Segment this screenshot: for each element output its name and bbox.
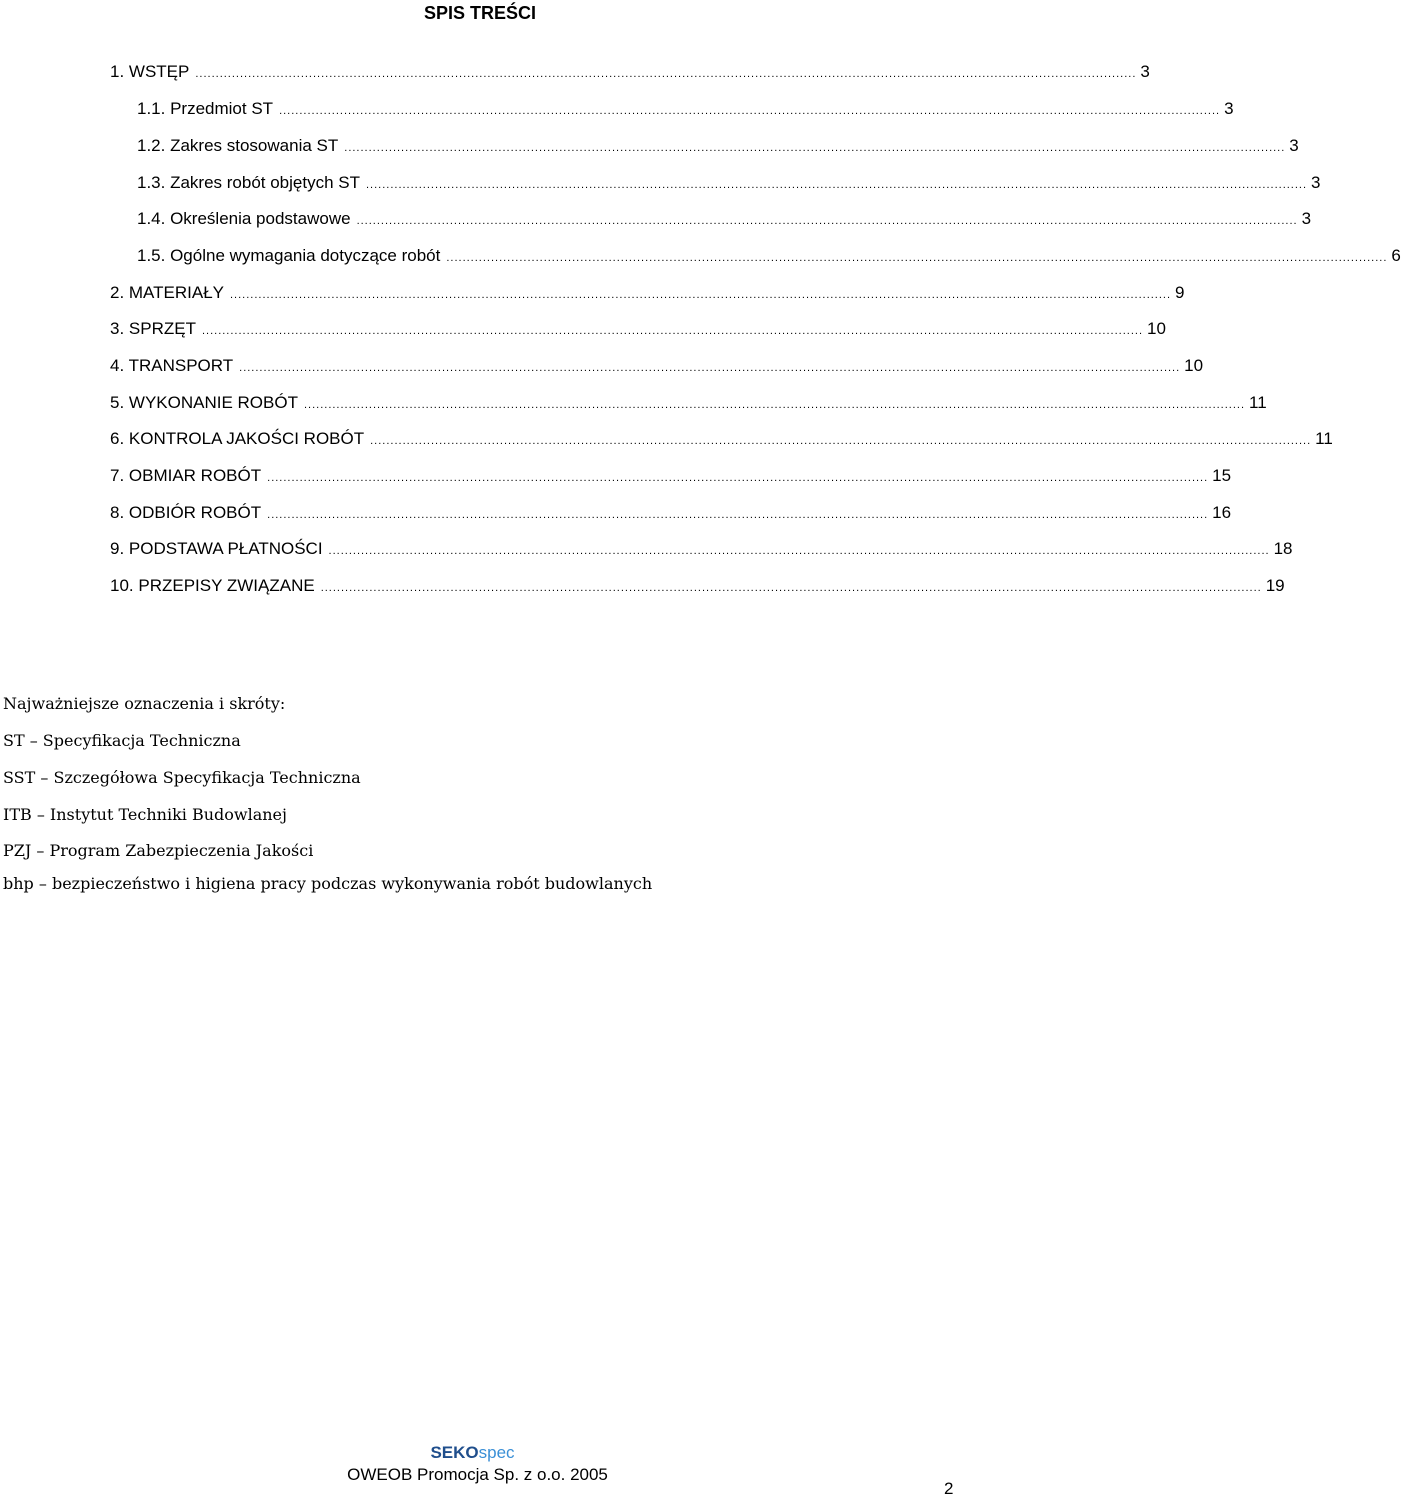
toc-entry-page: 3 (1289, 136, 1299, 155)
toc-dot-leader: ........................................................................................................................................................................................................................................ (267, 472, 1209, 484)
abbreviation-item: bhp – bezpieczeństwo i higiena pracy podczas wykonywania robót budowlanych (3, 874, 653, 893)
toc-entry-label: 1.5. Ogólne wymagania dotyczące robót (137, 246, 441, 265)
toc-entry[interactable] (110, 58, 1150, 86)
abbreviations-heading: Najważniejsze oznaczenia i skróty: (3, 694, 286, 713)
toc-entry-label: 1. WSTĘP (110, 62, 190, 81)
toc-entry-label: 1.1. Przedmiot ST (137, 99, 274, 118)
toc-entry-label: 1.4. Określenia podstawowe (137, 209, 351, 228)
toc-entry[interactable] (137, 169, 1321, 197)
toc-entry-page: 16 (1212, 503, 1232, 522)
toc-dot-leader: ........................................................................................................................................................................................................................................ (195, 68, 1137, 80)
toc-entry-label: 7. OBMIAR ROBÓT (110, 466, 262, 485)
toc-entry-page: 3 (1311, 173, 1321, 192)
toc-entry-page: 6 (1391, 246, 1401, 265)
toc-dot-leader: ........................................................................................................................................................................................................................................ (267, 509, 1209, 521)
toc-entry[interactable] (110, 462, 1232, 490)
toc-dot-leader: ........................................................................................................................................................................................................................................ (328, 545, 1270, 557)
toc-entry[interactable] (110, 389, 1267, 417)
toc-dot-leader: ........................................................................................................................................................................................................................................ (356, 215, 1298, 227)
toc-entry-label: 9. PODSTAWA PŁATNOŚCI (110, 539, 323, 558)
page-number: 2 (944, 1479, 954, 1498)
sekospec-logo (0, 1442, 945, 1464)
footer-company: OWEOB Promocja Sp. z o.o. 2005 (347, 1465, 608, 1484)
toc-entry-label: 4. TRANSPORT (110, 356, 234, 375)
toc-entry-page: 10 (1184, 356, 1204, 375)
toc-dot-leader: ........................................................................................................................................................................................................................................ (201, 325, 1143, 337)
toc-dot-leader: ........................................................................................................................................................................................................................................ (239, 362, 1181, 374)
toc-entry-label: 6. KONTROLA JAKOŚCI ROBÓT (110, 429, 365, 448)
page-title: SPIS TREŚCI (423, 3, 537, 23)
toc-entry[interactable] (110, 572, 1285, 600)
abbreviation-item: ITB – Instytut Techniki Budowlanej (3, 805, 287, 824)
toc-entry[interactable] (110, 499, 1232, 527)
toc-entry-page: 10 (1147, 319, 1166, 338)
abbreviation-item: ST – Specyfikacja Techniczna (3, 731, 241, 750)
toc-entry-page: 18 (1273, 539, 1293, 558)
toc-entry[interactable] (110, 279, 1185, 307)
toc-entry[interactable] (110, 425, 1333, 453)
toc-entry[interactable] (137, 132, 1299, 160)
toc-entry-label: 5. WYKONANIE ROBÓT (110, 393, 298, 412)
toc-entry-label: 8. ODBIÓR ROBÓT (110, 503, 262, 522)
abbreviation-item: PZJ – Program Zabezpieczenia Jakości (3, 841, 314, 860)
toc-entry[interactable] (110, 352, 1204, 380)
toc-dot-leader: ........................................................................................................................................................................................................................................ (303, 399, 1246, 411)
toc-entry-label: 10. PRZEPISY ZWIĄZANE (110, 576, 315, 595)
toc-entry[interactable] (110, 535, 1293, 563)
toc-entry[interactable] (137, 95, 1234, 123)
toc-entry-page: 9 (1175, 283, 1185, 302)
toc-dot-leader: ........................................................................................................................................................................................................................................ (370, 435, 1312, 447)
toc-entry-page: 11 (1249, 393, 1267, 412)
toc-dot-leader: ........................................................................................................................................................................................................................................ (446, 252, 1388, 264)
toc-entry-label: 1.2. Zakres stosowania ST (137, 136, 339, 155)
toc-entry-label: 3. SPRZĘT (110, 319, 196, 338)
toc-entry[interactable] (137, 205, 1312, 233)
logo-text-spec: spec (478, 1443, 515, 1462)
toc-entry[interactable] (110, 315, 1166, 343)
toc-dot-leader: ........................................................................................................................................................................................................................................ (366, 179, 1308, 191)
toc-entry-page: 15 (1212, 466, 1232, 485)
toc-entry-page: 11 (1315, 429, 1333, 448)
toc-entry-page: 19 (1265, 576, 1285, 595)
toc-entry-page: 3 (1224, 99, 1234, 118)
toc-entry-page: 3 (1140, 62, 1150, 81)
toc-entry-label: 1.3. Zakres robót objętych ST (137, 173, 360, 192)
abbreviation-item: SST – Szczegółowa Specyfikacja Techniczna (3, 768, 361, 787)
toc-entry[interactable] (137, 242, 1401, 270)
logo-text-seko: SEKO (430, 1443, 479, 1462)
toc-dot-leader: ........................................................................................................................................................................................................................................ (230, 289, 1172, 301)
toc-dot-leader: ........................................................................................................................................................................................................................................ (320, 582, 1262, 594)
toc-dot-leader: ........................................................................................................................................................................................................................................ (344, 142, 1286, 154)
toc-dot-leader: ........................................................................................................................................................................................................................................ (279, 105, 1221, 117)
toc-entry-label: 2. MATERIAŁY (110, 283, 224, 302)
toc-entry-page: 3 (1301, 209, 1312, 228)
